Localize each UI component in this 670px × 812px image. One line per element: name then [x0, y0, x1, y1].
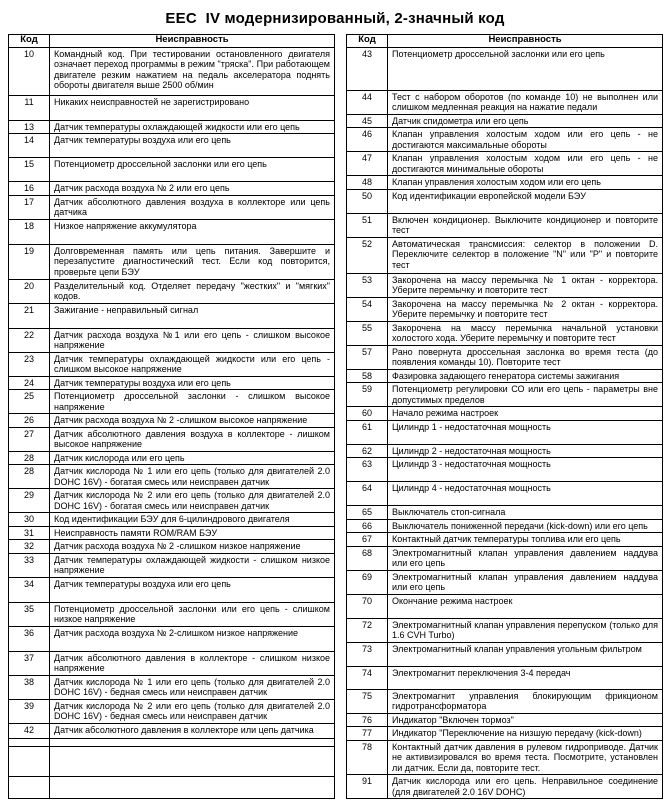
table-row	[347, 176, 663, 190]
fault-cell: Закорочена на массу перемычка начальной установки холостого хода. Уберите перемычку и повторите тест	[388, 321, 663, 345]
fault-cell: Индикатор "Включен тормоз"	[388, 713, 663, 727]
code-cell: 48	[347, 176, 388, 190]
table-row	[347, 407, 663, 421]
table-row	[347, 128, 663, 152]
fault-cell: Начало режима настроек	[388, 407, 663, 421]
table-row	[9, 553, 335, 577]
fault-cell: Датчик кислорода № 2 или его цепь (только для двигателей 2.0 DOHC 16V) - бедная смесь или неисправен датчик	[50, 699, 335, 723]
page-title: ЕЕС IV модернизированный, 2-значный код	[165, 10, 505, 27]
code-cell: 75	[347, 689, 388, 713]
code-cell: 72	[347, 618, 388, 642]
fault-cell: Электромагнит переключения 3-4 передач	[388, 666, 663, 689]
table-row	[9, 134, 335, 158]
table-row	[9, 699, 335, 723]
table-row	[347, 213, 663, 237]
fault-cell: Датчик абсолютного давления в коллекторе - слишком низкое напряжение	[50, 651, 335, 675]
code-cell	[9, 776, 50, 798]
table-row	[9, 279, 335, 303]
fault-cell: Электромагнитный клапан управления перепуском (только для 1.6 CVH Turbo)	[388, 618, 663, 642]
code-cell	[9, 746, 50, 776]
table-row	[347, 369, 663, 383]
fault-cell	[50, 738, 335, 746]
fault-cell: Датчик абсолютного давления в коллекторе или цепь датчика	[50, 723, 335, 738]
table-row	[347, 152, 663, 176]
table-row	[347, 546, 663, 570]
table-row	[9, 723, 335, 738]
fault-cell	[50, 746, 335, 776]
fault-cell: Электромагнит управления блокирующим фрикционом гидротрансформатора	[388, 689, 663, 713]
code-cell: 54	[347, 297, 388, 321]
table-row	[347, 666, 663, 689]
fault-codes-table-right	[346, 34, 663, 799]
fault-cell: Датчик спидометра или его цепь	[388, 114, 663, 128]
code-cell: 65	[347, 506, 388, 520]
code-cell: 27	[9, 427, 50, 451]
table-row	[9, 120, 335, 134]
code-cell: 53	[347, 273, 388, 297]
fault-cell: Потенциометр дроссельной заслонки или его цепь	[50, 158, 335, 182]
fault-cell: Датчик кислорода № 2 или его цепь (только для двигателей 2.0 DOHC 16V) - богатая смесь или неисправен датчик	[50, 489, 335, 513]
code-cell: 16	[9, 182, 50, 196]
fault-cell: Код идентификации европейской модели БЭУ	[388, 189, 663, 213]
table-row	[9, 303, 335, 328]
header-fault: Неисправность	[388, 35, 663, 48]
table-row	[347, 345, 663, 369]
fault-cell: Закорочена на массу перемычка № 1 октан - корректора. Уберите перемычку и повторите тест	[388, 273, 663, 297]
code-cell: 35	[9, 602, 50, 626]
code-cell: 51	[347, 213, 388, 237]
code-cell: 13	[9, 120, 50, 134]
code-cell: 68	[347, 546, 388, 570]
table-row	[347, 594, 663, 618]
fault-cell: Клапан управления холостым ходом или его цепь - не достигаются максимальные обороты	[388, 128, 663, 152]
table-row	[9, 526, 335, 540]
code-cell: 76	[347, 713, 388, 727]
table-row	[9, 451, 335, 465]
fault-cell: Датчик кислорода или его цепь. Неправильное соединение (для двигателей 2.0 16V DOHC)	[388, 775, 663, 799]
code-cell: 29	[9, 489, 50, 513]
code-cell: 22	[9, 328, 50, 352]
table-row	[347, 570, 663, 594]
table-header-row	[9, 35, 335, 48]
fault-cell: Индикатор "Переключение на низшую передачу (kick-down)	[388, 727, 663, 741]
table-row	[9, 675, 335, 699]
code-cell: 74	[347, 666, 388, 689]
table-row	[347, 47, 663, 90]
code-cell: 77	[347, 727, 388, 741]
table-row	[9, 513, 335, 527]
fault-cell: Цилиндр 1 - недостаточная мощность	[388, 420, 663, 444]
code-cell: 91	[347, 775, 388, 799]
code-cell: 45	[347, 114, 388, 128]
code-cell: 28	[9, 451, 50, 465]
fault-cell: Включен кондиционер. Выключите кондиционер и повторите тест	[388, 213, 663, 237]
table-row	[347, 533, 663, 547]
code-cell: 66	[347, 519, 388, 533]
code-cell: 33	[9, 553, 50, 577]
fault-cell: Фазировка задающего генератора системы зажигания	[388, 369, 663, 383]
fault-cell: Датчик кислорода или его цепь	[50, 451, 335, 465]
table-row	[347, 114, 663, 128]
code-cell	[9, 738, 50, 746]
table-row	[9, 427, 335, 451]
fault-cell: Электромагнитный клапан управления угольным фильтром	[388, 642, 663, 666]
code-cell: 23	[9, 352, 50, 376]
fault-cell: Цилиндр 4 - недостаточная мощность	[388, 482, 663, 506]
table-row	[9, 414, 335, 428]
table-row	[347, 321, 663, 345]
code-cell: 14	[9, 134, 50, 158]
code-cell: 39	[9, 699, 50, 723]
table-row	[9, 195, 335, 219]
table-row	[347, 90, 663, 114]
fault-cell: Потенциометр дроссельной заслонки - слишком высокое напряжение	[50, 390, 335, 414]
table-row	[9, 540, 335, 554]
table-row	[9, 390, 335, 414]
fault-cell: Зажигание - неправильный сигнал	[50, 303, 335, 328]
fault-cell: Выключатель стоп-сигнала	[388, 506, 663, 520]
table-row	[347, 713, 663, 727]
fault-codes-table-left	[8, 34, 335, 799]
code-cell: 64	[347, 482, 388, 506]
table-row	[9, 577, 335, 602]
code-cell: 44	[347, 90, 388, 114]
code-cell: 28	[9, 465, 50, 489]
code-cell: 30	[9, 513, 50, 527]
fault-cell: Датчик расхода воздуха № 2 -слишком низкое напряжение	[50, 540, 335, 554]
code-cell: 78	[347, 740, 388, 775]
table-row	[347, 458, 663, 482]
code-cell: 55	[347, 321, 388, 345]
table-row	[347, 189, 663, 213]
code-cell: 17	[9, 195, 50, 219]
fault-cell: Никаких неисправностей не зарегистрировано	[50, 95, 335, 120]
code-cell: 15	[9, 158, 50, 182]
table-row	[347, 618, 663, 642]
code-cell: 42	[9, 723, 50, 738]
code-cell: 60	[347, 407, 388, 421]
fault-cell: Электромагнитный клапан управления давлением наддува или его цепь	[388, 546, 663, 570]
fault-cell: Рано повернута дроссельная заслонка во время теста (до появления команды 10). Повторите тест	[388, 345, 663, 369]
fault-cell: Тест с набором оборотов (по команде 10) не выполнен или слишком медленная реакция на нажатие педали	[388, 90, 663, 114]
code-cell: 67	[347, 533, 388, 547]
fault-cell: Датчик абсолютного давления воздуха в коллекторе - лишком высокое напряжение	[50, 427, 335, 451]
fault-cell: Потенциометр дроссельной заслонки или его цепь	[388, 47, 663, 90]
code-cell: 43	[347, 47, 388, 90]
table-row	[9, 376, 335, 390]
code-cell: 24	[9, 376, 50, 390]
fault-cell: Датчик температуры охлаждающей жидкости или его цепь - слишком высокое напряжение	[50, 352, 335, 376]
fault-cell: Потенциометр регулировки СО или его цепь - параметры вне допустимых пределов	[388, 383, 663, 407]
code-cell: 25	[9, 390, 50, 414]
table-row	[9, 626, 335, 651]
code-cell: 46	[347, 128, 388, 152]
fault-cell: Контактный датчик давления в рулевом гидроприводе. Датчик не активизировался во время теста. Посмотрите, установлен ли датчик. Если да, повторите тест.	[388, 740, 663, 775]
table-row	[347, 642, 663, 666]
fault-cell: Цилиндр 2 - недостаточная мощность	[388, 444, 663, 458]
code-cell: 69	[347, 570, 388, 594]
fault-cell: Датчик расхода воздуха №1 или его цепь - слишком высокое напряжение	[50, 328, 335, 352]
fault-cell: Потенциометр дроссельной заслонки или его цепь - слишком низкое напряжение	[50, 602, 335, 626]
fault-cell: Датчик расхода воздуха № 2 -слишком высокое напряжение	[50, 414, 335, 428]
fault-cell: Датчик температуры охлаждающей жидкости - слишком низкое напряжение	[50, 553, 335, 577]
table-row-empty	[9, 746, 335, 776]
code-cell: 19	[9, 244, 50, 279]
code-cell: 36	[9, 626, 50, 651]
code-cell: 37	[9, 651, 50, 675]
code-cell: 18	[9, 219, 50, 244]
fault-cell: Датчик кислорода № 1 или его цепь (только для двигателей 2.0 DOHC 16V) - богатая смесь или неисправен датчик	[50, 465, 335, 489]
table-row-empty	[9, 776, 335, 798]
code-cell: 70	[347, 594, 388, 618]
code-cell: 57	[347, 345, 388, 369]
fault-cell: Код идентификации БЭУ для 6-цилиндрового двигателя	[50, 513, 335, 527]
tables-container	[0, 34, 670, 799]
table-row	[347, 775, 663, 799]
fault-cell: Датчик расхода воздуха № 2-слишком низкое напряжение	[50, 626, 335, 651]
fault-cell: Закорочена на массу перемычка № 2 октан - корректора. Уберите перемычку и повторите тест	[388, 297, 663, 321]
code-cell: 38	[9, 675, 50, 699]
code-cell: 59	[347, 383, 388, 407]
table-row	[347, 444, 663, 458]
code-cell: 50	[347, 189, 388, 213]
table-row	[9, 651, 335, 675]
fault-cell: Клапан управления холостым ходом или его цепь	[388, 176, 663, 190]
fault-cell: Контактный датчик температуры топлива или его цепь	[388, 533, 663, 547]
header-code: Код	[9, 35, 50, 48]
fault-cell: Цилиндр 3 - недостаточная мощность	[388, 458, 663, 482]
table-row	[347, 237, 663, 273]
fault-cell: Датчик температуры воздуха или его цепь	[50, 134, 335, 158]
code-cell: 31	[9, 526, 50, 540]
fault-cell: Датчик температуры воздуха или его цепь	[50, 577, 335, 602]
fault-cell: Датчик расхода воздуха № 2 или его цепь	[50, 182, 335, 196]
table-row	[9, 352, 335, 376]
code-cell: 47	[347, 152, 388, 176]
table-row	[9, 219, 335, 244]
code-cell: 32	[9, 540, 50, 554]
code-cell: 21	[9, 303, 50, 328]
table-row	[9, 465, 335, 489]
fault-cell: Датчик температуры охлаждающей жидкости или его цепь	[50, 120, 335, 134]
fault-cell: Электромагнитный клапан управления давлением наддува или его цепь	[388, 570, 663, 594]
fault-cell: Датчик абсолютного давления воздуха в коллекторе или цепь датчика	[50, 195, 335, 219]
header-code: Код	[347, 35, 388, 48]
code-cell: 52	[347, 237, 388, 273]
table-row	[9, 158, 335, 182]
table-row	[347, 482, 663, 506]
code-cell: 61	[347, 420, 388, 444]
table-body-left	[9, 47, 335, 798]
fault-cell: Датчик температуры воздуха или его цепь	[50, 376, 335, 390]
fault-cell: Датчик кислорода № 1 или его цепь (только для двигателей 2.0 DOHC 16V) - бедная смесь или неисправен датчик	[50, 675, 335, 699]
table-row	[347, 297, 663, 321]
table-row	[9, 328, 335, 352]
table-row-empty	[9, 738, 335, 746]
code-cell: 73	[347, 642, 388, 666]
code-cell: 26	[9, 414, 50, 428]
table-row	[9, 95, 335, 120]
code-cell: 10	[9, 47, 50, 95]
code-cell: 20	[9, 279, 50, 303]
table-row	[347, 383, 663, 407]
table-header-row	[347, 35, 663, 48]
code-cell: 63	[347, 458, 388, 482]
code-cell: 11	[9, 95, 50, 120]
table-row	[347, 519, 663, 533]
code-cell: 62	[347, 444, 388, 458]
code-cell: 58	[347, 369, 388, 383]
table-row	[9, 602, 335, 626]
table-body-right	[347, 47, 663, 799]
fault-cell: Низкое напряжение аккумулятора	[50, 219, 335, 244]
table-row	[347, 273, 663, 297]
table-row	[347, 727, 663, 741]
table-row	[347, 506, 663, 520]
table-row	[347, 689, 663, 713]
fault-cell	[50, 776, 335, 798]
header-fault: Неисправность	[50, 35, 335, 48]
fault-cell: Выключатель пониженной передачи (kick-down) или его цепь	[388, 519, 663, 533]
fault-cell: Автоматическая трансмиссия: селектор в положении D. Переключите селектор в положение "N" или "P" и повторите тест	[388, 237, 663, 273]
fault-cell: Командный код. При тестировании остановленного двигателя означает переход программы в режим "тряска". При работающем двигателе резким нажатием на педаль акселератора поднять обороты двигателя выше 2500 об/мин	[50, 47, 335, 95]
fault-cell: Разделительный код. Отделяет передачу "жестких" и "мягких" кодов.	[50, 279, 335, 303]
fault-cell: Клапан управления холостым ходом или его цепь - не достигаются минимальные обороты	[388, 152, 663, 176]
table-row	[9, 244, 335, 279]
fault-cell: Неисправность памяти ROM/RAM БЭУ	[50, 526, 335, 540]
table-row	[9, 182, 335, 196]
code-cell: 34	[9, 577, 50, 602]
table-row	[9, 489, 335, 513]
table-row	[347, 420, 663, 444]
table-row	[347, 740, 663, 775]
table-row	[9, 47, 335, 95]
fault-cell: Долговременная память или цепь питания. Завершите и перезапустите диагностический тест. Если код повторится, проверьте цепи БЭУ	[50, 244, 335, 279]
fault-cell: Окончание режима настроек	[388, 594, 663, 618]
